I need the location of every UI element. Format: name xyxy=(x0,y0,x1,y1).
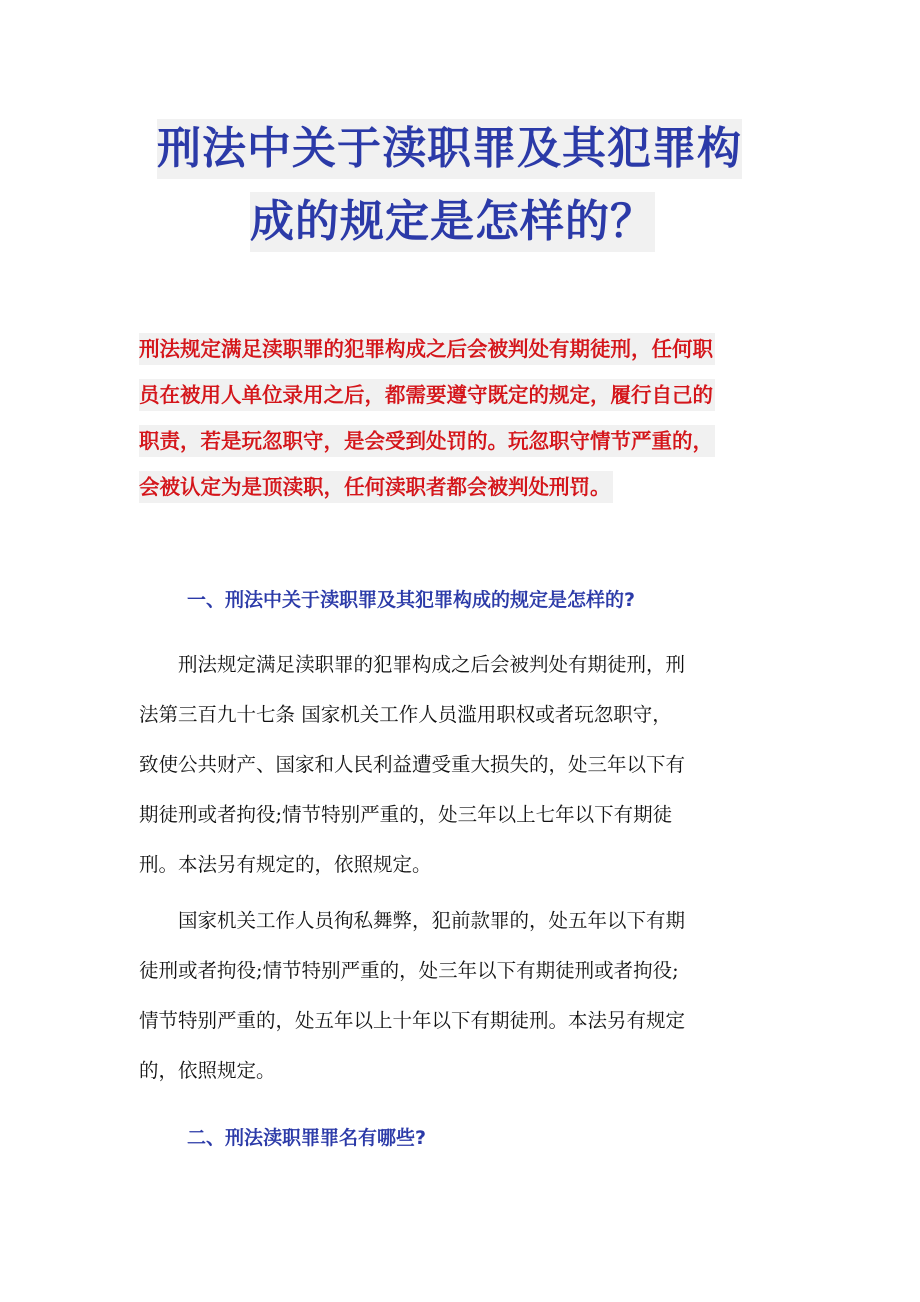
paragraph-line: 徒刑或者拘役;情节特别严重的，处三年以下有期徒刑或者拘役; xyxy=(139,959,679,982)
paragraph-line: 刑。本法另有规定的，依照规定。 xyxy=(139,853,432,876)
body-paragraph-2 xyxy=(139,896,784,1096)
paragraph-line: 期徒刑或者拘役;情节特别严重的，处三年以上七年以下有期徒 xyxy=(139,803,673,826)
body-paragraph-1 xyxy=(139,640,784,890)
section-heading-1: 一、刑法中关于渎职罪及其犯罪构成的规定是怎样的? xyxy=(187,589,636,611)
paragraph-line: 致使公共财产、国家和人民利益遭受重大损失的，处三年以下有 xyxy=(139,753,686,776)
paragraph-line: 法第三百九十七条 国家机关工作人员滥用职权或者玩忽职守， xyxy=(139,703,672,726)
paragraph-line: 的，依照规定。 xyxy=(139,1059,276,1082)
summary-line: 刑法规定满足渎职罪的犯罪构成之后会被判处有期徒刑，任何职 xyxy=(139,326,789,372)
document-title-line-2: 成的规定是怎样的？ xyxy=(250,192,655,252)
summary-line: 员在被用人单位录用之后，都需要遵守既定的规定，履行自己的 xyxy=(139,372,789,418)
paragraph-line: 国家机关工作人员徇私舞弊，犯前款罪的，处五年以下有期 xyxy=(139,909,686,932)
summary-line: 会被认定为是顶渎职，任何渎职者都会被判处刑罚。 xyxy=(139,464,789,510)
summary-line: 职责，若是玩忽职守，是会受到处罚的。玩忽职守情节严重的， xyxy=(139,418,789,464)
summary-block xyxy=(139,326,789,510)
section-heading-2: 二、刑法渎职罪罪名有哪些? xyxy=(187,1127,427,1149)
document-title-line-1: 刑法中关于渎职罪及其犯罪构 xyxy=(157,119,742,179)
paragraph-line: 情节特别严重的，处五年以上十年以下有期徒刑。本法另有规定 xyxy=(139,1009,686,1032)
paragraph-line: 刑法规定满足渎职罪的犯罪构成之后会被判处有期徒刑，刑 xyxy=(139,653,686,676)
